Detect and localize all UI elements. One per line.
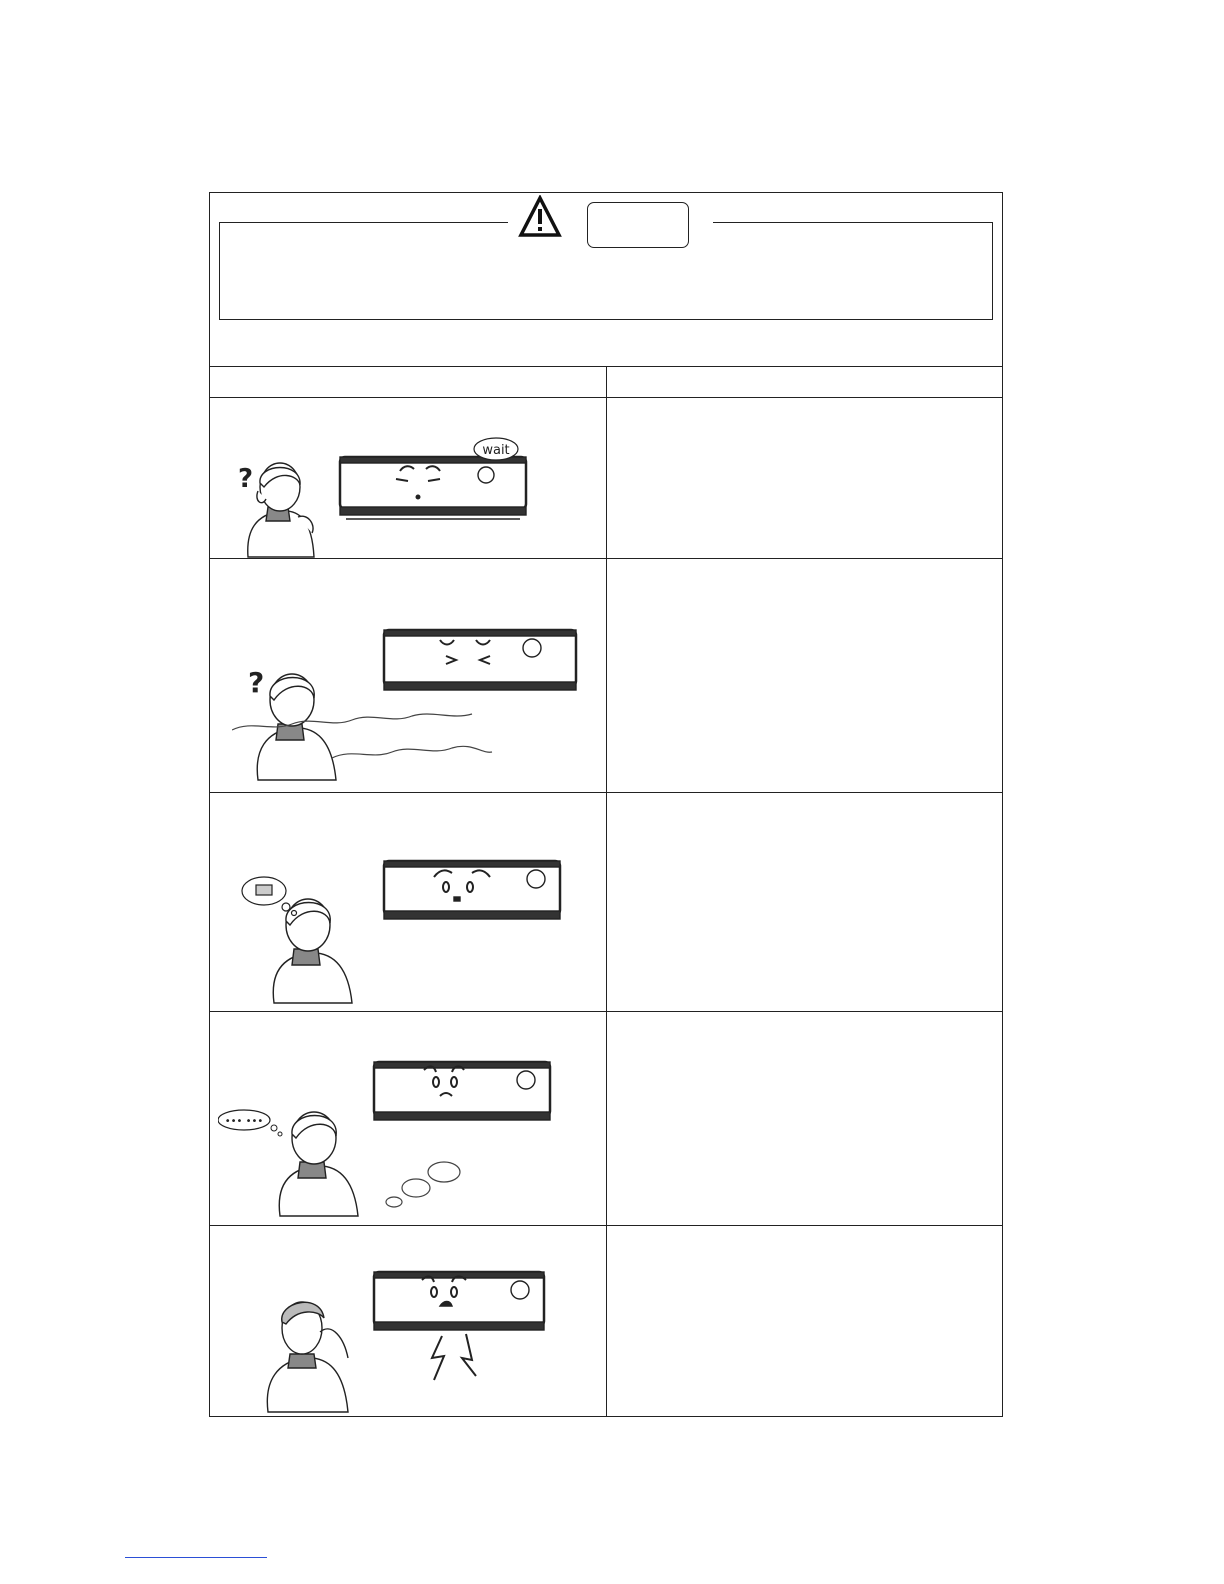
svg-text:?: ? [238,464,254,494]
indoor-unit-smell-icon [218,1058,558,1218]
footer-link-underline[interactable] [125,1557,267,1558]
air-conditioner-unit-icon [374,1062,550,1120]
air-conditioner-unit-icon [340,457,526,519]
air-conditioner-unit-icon [374,1272,544,1330]
woman-figure-icon [279,1112,358,1216]
thought-bubble-remote-icon [242,877,297,916]
woman-figure-icon [273,899,352,1003]
smell-cloud-icon [386,1162,460,1207]
indoor-unit-wait-icon [228,435,528,560]
air-conditioner-unit-icon [384,630,576,690]
table-column-divider [606,366,607,1417]
indoor-unit-remote-thought-icon [240,855,570,1005]
lightning-noise-icon [432,1334,476,1380]
speech-bubble-text: wait [482,443,510,458]
speech-bubble-text: ••• ••• [224,1116,264,1127]
man-figure-icon [267,1302,348,1412]
caution-badge [587,202,689,248]
woman-figure-icon [248,463,314,557]
air-conditioner-unit-icon [384,861,560,919]
indoor-unit-drafty-icon [232,620,582,785]
svg-text:?: ? [248,666,265,699]
warning-triangle-icon [518,195,562,239]
indoor-unit-noise-icon [262,1262,552,1414]
